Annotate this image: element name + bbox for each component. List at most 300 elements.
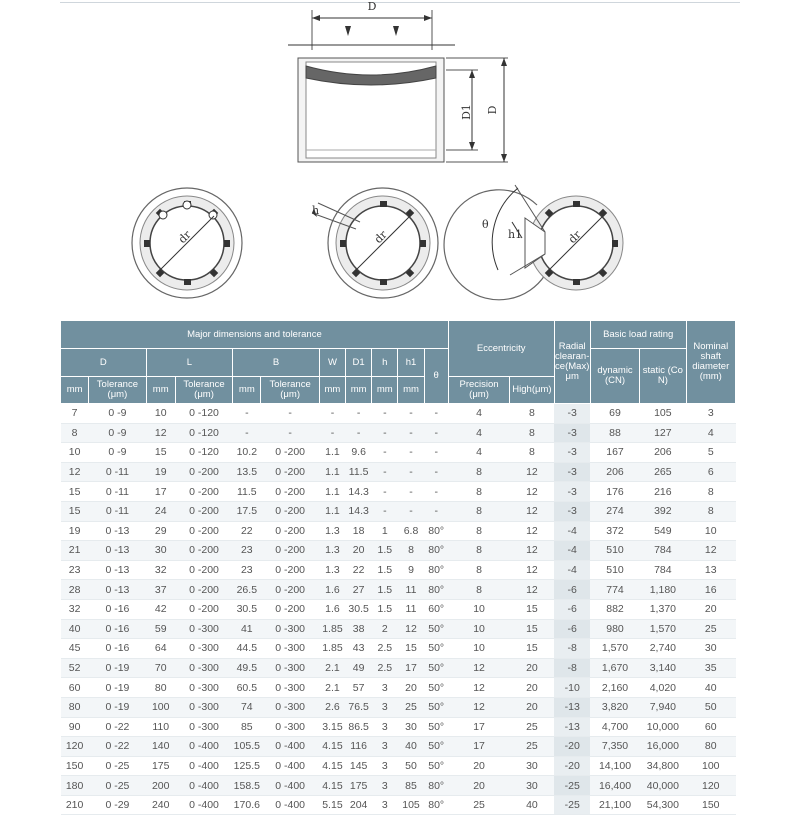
- cell-high: 15: [510, 639, 554, 659]
- cell-high: 12: [510, 541, 554, 561]
- cell-theta: 50°: [424, 619, 448, 639]
- header-h1: h1: [398, 349, 424, 377]
- cell-h1: 8: [398, 541, 424, 561]
- cell-d-mm: 8: [61, 423, 89, 443]
- cell-theta: 80°: [424, 580, 448, 600]
- cell-d-mm: 28: [61, 580, 89, 600]
- cell-d-tolerance: 0 -25: [89, 756, 146, 776]
- header-h: h: [372, 349, 398, 377]
- cell-static-load: 34,800: [640, 756, 686, 776]
- cell-radial-clearance: -6: [554, 599, 590, 619]
- table-row: [61, 639, 736, 659]
- cell-shaft-diameter: 10: [686, 521, 735, 541]
- subheader-w-mm: mm: [319, 377, 345, 404]
- technical-drawing: [0, 0, 800, 320]
- cell-b-tolerance: 0 -300: [261, 639, 319, 659]
- cell-static-load: 392: [640, 501, 686, 521]
- cell-b-mm: 170.6: [233, 795, 261, 815]
- table-row: [61, 560, 736, 580]
- cell-l-tolerance: 0 -400: [175, 776, 232, 796]
- cell-theta: -: [424, 482, 448, 502]
- header-w: W: [319, 349, 345, 377]
- cell-precision: 12: [448, 658, 509, 678]
- cell-dynamic-load: 3,820: [590, 697, 639, 717]
- cell-d1: 76.5: [346, 697, 372, 717]
- label-d-right: D: [486, 105, 499, 115]
- cell-h1: -: [398, 501, 424, 521]
- cell-precision: 17: [448, 737, 509, 757]
- table-row: [61, 423, 736, 443]
- header-d1: D1: [346, 349, 372, 377]
- table-row: [61, 776, 736, 796]
- cell-b-tolerance: 0 -200: [261, 443, 319, 463]
- cell-theta: 80°: [424, 521, 448, 541]
- cell-h: 3: [372, 697, 398, 717]
- cell-b-tolerance: 0 -200: [261, 462, 319, 482]
- cell-h1: 11: [398, 599, 424, 619]
- cell-radial-clearance: -4: [554, 541, 590, 561]
- cell-h: 3: [372, 717, 398, 737]
- cell-b-mm: 11.5: [233, 482, 261, 502]
- cell-h1: 20: [398, 678, 424, 698]
- cell-d1: 204: [346, 795, 372, 815]
- cell-theta: 80°: [424, 560, 448, 580]
- cell-dynamic-load: 4,700: [590, 717, 639, 737]
- cell-b-mm: 10.2: [233, 443, 261, 463]
- subheader-h1-mm: mm: [398, 377, 424, 404]
- cell-radial-clearance: -3: [554, 404, 590, 424]
- cell-d-mm: 21: [61, 541, 89, 561]
- cell-d-mm: 90: [61, 717, 89, 737]
- cell-l-tolerance: 0 -200: [175, 501, 232, 521]
- cell-radial-clearance: -4: [554, 560, 590, 580]
- cell-d-mm: 120: [61, 737, 89, 757]
- cell-d-mm: 19: [61, 521, 89, 541]
- cell-l-mm: 30: [146, 541, 175, 561]
- cell-l-tolerance: 0 -300: [175, 697, 232, 717]
- cell-h: -: [372, 501, 398, 521]
- cell-h: 3: [372, 737, 398, 757]
- cell-l-mm: 100: [146, 697, 175, 717]
- cell-d1: 30.5: [346, 599, 372, 619]
- cell-d1: 14.3: [346, 501, 372, 521]
- cell-w: 4.15: [319, 776, 345, 796]
- cell-l-tolerance: 0 -200: [175, 482, 232, 502]
- cell-high: 15: [510, 619, 554, 639]
- cell-high: 12: [510, 521, 554, 541]
- cell-b-tolerance: 0 -400: [261, 756, 319, 776]
- cell-high: 25: [510, 717, 554, 737]
- cell-theta: 50°: [424, 697, 448, 717]
- cell-radial-clearance: -3: [554, 443, 590, 463]
- cell-radial-clearance: -8: [554, 658, 590, 678]
- cell-static-load: 40,000: [640, 776, 686, 796]
- cell-h1: -: [398, 482, 424, 502]
- cell-l-mm: 64: [146, 639, 175, 659]
- table-row: [61, 501, 736, 521]
- cell-high: 12: [510, 501, 554, 521]
- cell-radial-clearance: -8: [554, 639, 590, 659]
- cell-b-mm: 23: [233, 541, 261, 561]
- label-d-top: D: [367, 0, 377, 13]
- cell-d1: 43: [346, 639, 372, 659]
- cell-h1: 9: [398, 560, 424, 580]
- cell-precision: 8: [448, 580, 509, 600]
- cell-w: 1.1: [319, 501, 345, 521]
- table-row: [61, 599, 736, 619]
- cell-b-mm: 105.5: [233, 737, 261, 757]
- cell-static-load: 16,000: [640, 737, 686, 757]
- cell-high: 20: [510, 678, 554, 698]
- cell-w: 1.3: [319, 541, 345, 561]
- subheader-b-mm: mm: [233, 377, 261, 404]
- subheader-l-tolerance: Tolerance (μm): [175, 377, 232, 404]
- cell-l-mm: 12: [146, 423, 175, 443]
- cell-d1: 9.6: [346, 443, 372, 463]
- cell-l-tolerance: 0 -200: [175, 541, 232, 561]
- cell-d1: 20: [346, 541, 372, 561]
- front-view-adjustable: [312, 188, 438, 298]
- cell-l-tolerance: 0 -120: [175, 443, 232, 463]
- cell-static-load: 4,020: [640, 678, 686, 698]
- cell-d-mm: 12: [61, 462, 89, 482]
- cell-w: 4.15: [319, 756, 345, 776]
- table-row: [61, 580, 736, 600]
- cell-d1: 116: [346, 737, 372, 757]
- cell-shaft-diameter: 16: [686, 580, 735, 600]
- cell-d-mm: 40: [61, 619, 89, 639]
- cell-b-tolerance: 0 -200: [261, 521, 319, 541]
- cell-d-mm: 15: [61, 501, 89, 521]
- label-dr-1: dr: [175, 228, 194, 246]
- cell-d-mm: 32: [61, 599, 89, 619]
- cell-static-load: 10,000: [640, 717, 686, 737]
- cell-b-mm: 13.5: [233, 462, 261, 482]
- cell-shaft-diameter: 40: [686, 678, 735, 698]
- table-row: [61, 678, 736, 698]
- cell-high: 30: [510, 776, 554, 796]
- cell-h1: 105: [398, 795, 424, 815]
- label-theta: θ: [482, 218, 489, 231]
- cell-b-mm: 125.5: [233, 756, 261, 776]
- table-row: [61, 717, 736, 737]
- cell-dynamic-load: 176: [590, 482, 639, 502]
- table-body: [61, 404, 736, 815]
- cell-h: 3: [372, 756, 398, 776]
- cell-l-tolerance: 0 -200: [175, 560, 232, 580]
- cell-d-mm: 60: [61, 678, 89, 698]
- cell-w: 1.3: [319, 521, 345, 541]
- cell-h1: 50: [398, 756, 424, 776]
- cell-d1: 175: [346, 776, 372, 796]
- cell-l-tolerance: 0 -300: [175, 658, 232, 678]
- cell-theta: 50°: [424, 737, 448, 757]
- cell-precision: 4: [448, 423, 509, 443]
- cell-d1: 14.3: [346, 482, 372, 502]
- cell-h1: 6.8: [398, 521, 424, 541]
- label-h1: h1: [508, 228, 523, 241]
- cell-theta: -: [424, 443, 448, 463]
- cell-theta: -: [424, 423, 448, 443]
- cell-d-tolerance: 0 -19: [89, 678, 146, 698]
- cell-d-tolerance: 0 -13: [89, 560, 146, 580]
- cell-radial-clearance: -13: [554, 717, 590, 737]
- cell-d-mm: 7: [61, 404, 89, 424]
- cell-l-mm: 140: [146, 737, 175, 757]
- cell-precision: 10: [448, 619, 509, 639]
- label-dr-3: dr: [565, 228, 584, 246]
- cell-d1: 86.5: [346, 717, 372, 737]
- cell-precision: 8: [448, 501, 509, 521]
- cell-shaft-diameter: 50: [686, 697, 735, 717]
- cell-h: 3: [372, 795, 398, 815]
- cell-l-tolerance: 0 -300: [175, 619, 232, 639]
- cell-h1: 17: [398, 658, 424, 678]
- cell-b-mm: -: [233, 423, 261, 443]
- cell-d1: -: [346, 404, 372, 424]
- cell-l-tolerance: 0 -120: [175, 404, 232, 424]
- cell-shaft-diameter: 120: [686, 776, 735, 796]
- side-view: [288, 10, 508, 162]
- cell-d-tolerance: 0 -13: [89, 541, 146, 561]
- cell-static-load: 3,140: [640, 658, 686, 678]
- cell-b-tolerance: -: [261, 404, 319, 424]
- cell-b-mm: 44.5: [233, 639, 261, 659]
- table-row: [61, 619, 736, 639]
- cell-w: -: [319, 404, 345, 424]
- cell-d-mm: 23: [61, 560, 89, 580]
- cell-w: 1.3: [319, 560, 345, 580]
- cell-d1: 27: [346, 580, 372, 600]
- cell-l-mm: 10: [146, 404, 175, 424]
- cell-precision: 25: [448, 795, 509, 815]
- cell-theta: 80°: [424, 795, 448, 815]
- table-row: [61, 541, 736, 561]
- cell-l-mm: 175: [146, 756, 175, 776]
- cell-w: 2.6: [319, 697, 345, 717]
- subheader-d-mm: mm: [61, 377, 89, 404]
- table-row: [61, 795, 736, 815]
- header-dynamic: dynamic (CN): [590, 349, 639, 404]
- cell-h1: -: [398, 404, 424, 424]
- cell-d-mm: 52: [61, 658, 89, 678]
- cell-high: 12: [510, 482, 554, 502]
- cell-theta: 50°: [424, 678, 448, 698]
- cell-h1: 12: [398, 619, 424, 639]
- cell-l-tolerance: 0 -200: [175, 580, 232, 600]
- cell-theta: 50°: [424, 717, 448, 737]
- cell-h1: 85: [398, 776, 424, 796]
- subheader-h-mm: mm: [372, 377, 398, 404]
- cell-radial-clearance: -25: [554, 776, 590, 796]
- cell-static-load: 784: [640, 560, 686, 580]
- cell-d-tolerance: 0 -11: [89, 501, 146, 521]
- cell-high: 20: [510, 658, 554, 678]
- cell-precision: 10: [448, 639, 509, 659]
- cell-d-mm: 10: [61, 443, 89, 463]
- front-view-open: [444, 185, 623, 300]
- cell-d-tolerance: 0 -16: [89, 619, 146, 639]
- cell-b-tolerance: 0 -200: [261, 599, 319, 619]
- cell-dynamic-load: 882: [590, 599, 639, 619]
- table-row: [61, 482, 736, 502]
- cell-l-mm: 15: [146, 443, 175, 463]
- subheader-l-mm: mm: [146, 377, 175, 404]
- cell-dynamic-load: 2,160: [590, 678, 639, 698]
- cell-b-tolerance: 0 -200: [261, 541, 319, 561]
- cell-shaft-diameter: 3: [686, 404, 735, 424]
- cell-shaft-diameter: 100: [686, 756, 735, 776]
- cell-b-mm: 17.5: [233, 501, 261, 521]
- cell-shaft-diameter: 35: [686, 658, 735, 678]
- cell-dynamic-load: 372: [590, 521, 639, 541]
- cell-shaft-diameter: 4: [686, 423, 735, 443]
- cell-l-mm: 59: [146, 619, 175, 639]
- cell-shaft-diameter: 30: [686, 639, 735, 659]
- cell-precision: 8: [448, 462, 509, 482]
- cell-shaft-diameter: 60: [686, 717, 735, 737]
- cell-dynamic-load: 1,670: [590, 658, 639, 678]
- cell-d-tolerance: 0 -11: [89, 482, 146, 502]
- cell-precision: 8: [448, 521, 509, 541]
- cell-h1: 25: [398, 697, 424, 717]
- cell-d1: 145: [346, 756, 372, 776]
- cell-d-tolerance: 0 -22: [89, 717, 146, 737]
- cell-h: 1.5: [372, 541, 398, 561]
- cell-h: 1.5: [372, 599, 398, 619]
- cell-l-tolerance: 0 -400: [175, 795, 232, 815]
- cell-b-mm: 30.5: [233, 599, 261, 619]
- cell-radial-clearance: -13: [554, 697, 590, 717]
- cell-d-tolerance: 0 -19: [89, 697, 146, 717]
- cell-precision: 4: [448, 404, 509, 424]
- cell-b-mm: 23: [233, 560, 261, 580]
- cell-l-tolerance: 0 -300: [175, 639, 232, 659]
- cell-h1: -: [398, 462, 424, 482]
- spec-table: [60, 320, 736, 815]
- cell-h: 2.5: [372, 658, 398, 678]
- table-row: [61, 697, 736, 717]
- cell-b-tolerance: 0 -400: [261, 795, 319, 815]
- cell-b-mm: 74: [233, 697, 261, 717]
- cell-l-mm: 42: [146, 599, 175, 619]
- label-h: h: [312, 204, 320, 217]
- cell-shaft-diameter: 12: [686, 541, 735, 561]
- cell-d-tolerance: 0 -13: [89, 580, 146, 600]
- cell-b-mm: 60.5: [233, 678, 261, 698]
- cell-d-tolerance: 0 -25: [89, 776, 146, 796]
- cell-h: -: [372, 423, 398, 443]
- cell-radial-clearance: -3: [554, 482, 590, 502]
- cell-high: 12: [510, 560, 554, 580]
- cell-high: 30: [510, 756, 554, 776]
- cell-l-mm: 200: [146, 776, 175, 796]
- table-row: [61, 462, 736, 482]
- table-row: [61, 737, 736, 757]
- cell-radial-clearance: -6: [554, 619, 590, 639]
- cell-d-tolerance: 0 -16: [89, 599, 146, 619]
- cell-shaft-diameter: 25: [686, 619, 735, 639]
- cell-shaft-diameter: 8: [686, 482, 735, 502]
- cell-d1: 18: [346, 521, 372, 541]
- cell-high: 15: [510, 599, 554, 619]
- cell-d-tolerance: 0 -11: [89, 462, 146, 482]
- table-row: [61, 521, 736, 541]
- cell-l-tolerance: 0 -300: [175, 678, 232, 698]
- cell-b-mm: 49.5: [233, 658, 261, 678]
- cell-w: -: [319, 423, 345, 443]
- cell-static-load: 206: [640, 443, 686, 463]
- cell-h: 1.5: [372, 580, 398, 600]
- cell-l-tolerance: 0 -400: [175, 737, 232, 757]
- cell-dynamic-load: 510: [590, 560, 639, 580]
- header-major-dimensions: Major dimensions and tolerance: [61, 321, 449, 349]
- cell-radial-clearance: -20: [554, 756, 590, 776]
- table-row: [61, 404, 736, 424]
- cell-h: 1: [372, 521, 398, 541]
- cell-b-tolerance: 0 -300: [261, 678, 319, 698]
- cell-high: 12: [510, 580, 554, 600]
- cell-precision: 8: [448, 541, 509, 561]
- cell-d1: 38: [346, 619, 372, 639]
- cell-precision: 12: [448, 697, 509, 717]
- cell-h1: 40: [398, 737, 424, 757]
- cell-high: 40: [510, 795, 554, 815]
- cell-d-tolerance: 0 -19: [89, 658, 146, 678]
- cell-static-load: 1,180: [640, 580, 686, 600]
- table-row: [61, 756, 736, 776]
- cell-theta: 50°: [424, 658, 448, 678]
- cell-precision: 8: [448, 482, 509, 502]
- cell-static-load: 7,940: [640, 697, 686, 717]
- header-static: static (Co N): [640, 349, 686, 404]
- header-b: B: [233, 349, 320, 377]
- cell-d1: 22: [346, 560, 372, 580]
- cell-b-mm: 85: [233, 717, 261, 737]
- cell-b-tolerance: 0 -400: [261, 776, 319, 796]
- subheader-high: High(μm): [510, 377, 554, 404]
- cell-static-load: 105: [640, 404, 686, 424]
- cell-theta: -: [424, 501, 448, 521]
- cell-b-tolerance: -: [261, 423, 319, 443]
- cell-high: 8: [510, 423, 554, 443]
- header-l: L: [146, 349, 233, 377]
- cell-w: 1.6: [319, 599, 345, 619]
- cell-h1: 11: [398, 580, 424, 600]
- cell-d-tolerance: 0 -22: [89, 737, 146, 757]
- cell-radial-clearance: -4: [554, 521, 590, 541]
- cell-dynamic-load: 7,350: [590, 737, 639, 757]
- cell-theta: 80°: [424, 776, 448, 796]
- cell-w: 1.1: [319, 482, 345, 502]
- cell-l-mm: 17: [146, 482, 175, 502]
- cell-l-mm: 19: [146, 462, 175, 482]
- cell-l-mm: 240: [146, 795, 175, 815]
- cell-d-mm: 210: [61, 795, 89, 815]
- cell-l-mm: 70: [146, 658, 175, 678]
- cell-b-mm: -: [233, 404, 261, 424]
- cell-h: 3: [372, 678, 398, 698]
- cell-h1: 15: [398, 639, 424, 659]
- cell-precision: 8: [448, 560, 509, 580]
- cell-l-tolerance: 0 -300: [175, 717, 232, 737]
- subheader-precision: Precision (μm): [448, 377, 509, 404]
- cell-b-tolerance: 0 -200: [261, 560, 319, 580]
- table-row: [61, 658, 736, 678]
- cell-radial-clearance: -3: [554, 501, 590, 521]
- header-theta: θ: [424, 349, 448, 404]
- header-radial-clearance: Radial clearan-ce(Max) μm: [554, 321, 590, 404]
